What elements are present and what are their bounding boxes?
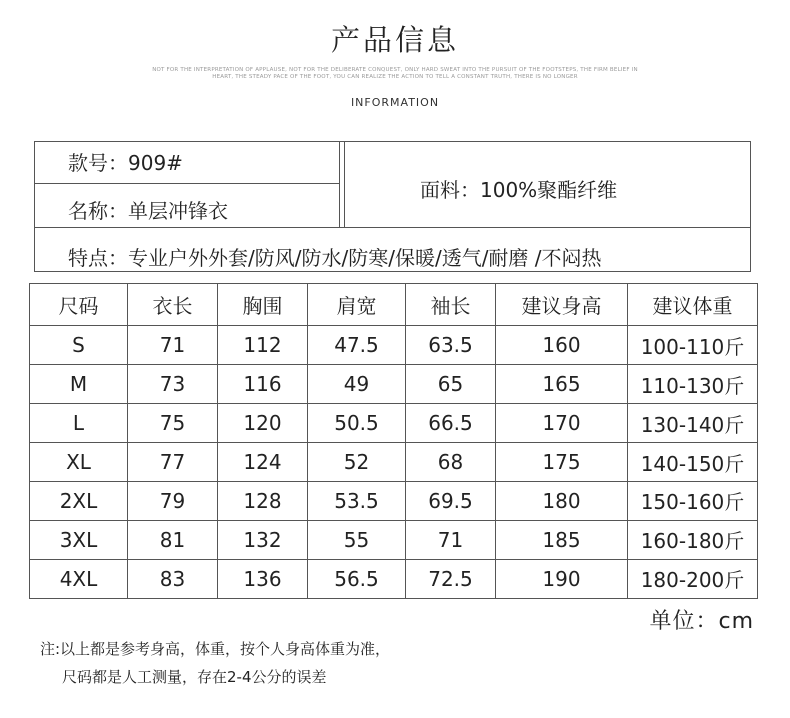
- table-cell: 72.5: [406, 559, 496, 598]
- table-cell: 66.5: [406, 404, 496, 443]
- table-cell: 55: [308, 520, 406, 559]
- table-cell: 73: [128, 365, 218, 404]
- table-cell: 65: [406, 365, 496, 404]
- table-row: [30, 520, 758, 559]
- table-cell: 79: [128, 482, 218, 521]
- table-cell: 49: [308, 365, 406, 404]
- table-cell: 124: [218, 443, 308, 482]
- table-cell: 180-200斤: [628, 559, 758, 598]
- table-cell: 170: [496, 404, 628, 443]
- note-line-2: 尺码都是人工测量，存在2-4公分的误差: [62, 668, 327, 686]
- table-row: [30, 559, 758, 598]
- section-subtitle: INFORMATION: [350, 96, 440, 109]
- table-cell: 3XL: [30, 520, 128, 559]
- table-cell: 71: [128, 326, 218, 365]
- table-row: [30, 443, 758, 482]
- header-chest: 胸围: [218, 284, 308, 326]
- table-cell: 130-140斤: [628, 404, 758, 443]
- table-cell: 140-150斤: [628, 443, 758, 482]
- table-cell: 180: [496, 482, 628, 521]
- table-cell: S: [30, 326, 128, 365]
- header-weight: 建议体重: [628, 284, 758, 326]
- table-cell: 110-130斤: [628, 365, 758, 404]
- table-header-row: [30, 284, 758, 326]
- table-cell: 52: [308, 443, 406, 482]
- table-cell: 165: [496, 365, 628, 404]
- table-cell: 53.5: [308, 482, 406, 521]
- table-row: [30, 482, 758, 521]
- tagline-line-1: NOT FOR THE INTERPRETATION OF APPLAUSE, NOT FOR THE DELIBERATE CONQUEST, ONLY HARD SWEAT INTO THE PURSUIT OF THE FOOTSTEPS, THE FIRM BELIEF IN: [152, 67, 638, 73]
- note-line-1: 注:以上都是参考身高，体重，按个人身高体重为准，: [40, 640, 391, 658]
- header-sleeve: 袖长: [406, 284, 496, 326]
- table-cell: 81: [128, 520, 218, 559]
- page-title: 产品信息: [330, 23, 459, 57]
- table-cell: 50.5: [308, 404, 406, 443]
- table-cell: 136: [218, 559, 308, 598]
- unit-label: 单位：cm: [649, 609, 754, 634]
- table-cell: 128: [218, 482, 308, 521]
- table-cell: 150-160斤: [628, 482, 758, 521]
- style-number: 款号：909#: [68, 151, 183, 175]
- table-cell: 4XL: [30, 559, 128, 598]
- divider: [344, 141, 345, 227]
- table-cell: XL: [30, 443, 128, 482]
- table-cell: 132: [218, 520, 308, 559]
- table-row: [30, 404, 758, 443]
- table-cell: 63.5: [406, 326, 496, 365]
- table-cell: 56.5: [308, 559, 406, 598]
- table-cell: 112: [218, 326, 308, 365]
- table-cell: 160: [496, 326, 628, 365]
- table-cell: 69.5: [406, 482, 496, 521]
- size-table: [29, 283, 758, 599]
- table-cell: 71: [406, 520, 496, 559]
- table-cell: 100-110斤: [628, 326, 758, 365]
- header-shoulder: 肩宽: [308, 284, 406, 326]
- tagline: [130, 67, 660, 81]
- table-cell: 175: [496, 443, 628, 482]
- table-cell: 77: [128, 443, 218, 482]
- table-cell: 185: [496, 520, 628, 559]
- table-cell: 68: [406, 443, 496, 482]
- fabric: 面料：100%聚酯纤维: [420, 178, 618, 202]
- header-size: 尺码: [30, 284, 128, 326]
- features: 特点：专业户外外套/防风/防水/防寒/保暖/透气/耐磨 /不闷热: [68, 246, 602, 270]
- table-cell: M: [30, 365, 128, 404]
- header-length: 衣长: [128, 284, 218, 326]
- table-cell: 47.5: [308, 326, 406, 365]
- table-cell: L: [30, 404, 128, 443]
- table-cell: 190: [496, 559, 628, 598]
- table-cell: 160-180斤: [628, 520, 758, 559]
- table-row: [30, 326, 758, 365]
- table-cell: 2XL: [30, 482, 128, 521]
- table-cell: 75: [128, 404, 218, 443]
- product-name: 名称：单层冲锋衣: [68, 199, 228, 223]
- table-cell: 120: [218, 404, 308, 443]
- header-height: 建议身高: [496, 284, 628, 326]
- table-cell: 83: [128, 559, 218, 598]
- divider: [34, 227, 751, 228]
- divider: [339, 141, 340, 227]
- table-row: [30, 365, 758, 404]
- tagline-line-2: HEART, THE STEADY PACE OF THE FOOT, YOU CAN REALIZE THE ACTION TO TELL A CONSTANT TRUTH, THERE IS NO LONGER: [212, 74, 578, 80]
- table-cell: 116: [218, 365, 308, 404]
- divider: [34, 183, 339, 184]
